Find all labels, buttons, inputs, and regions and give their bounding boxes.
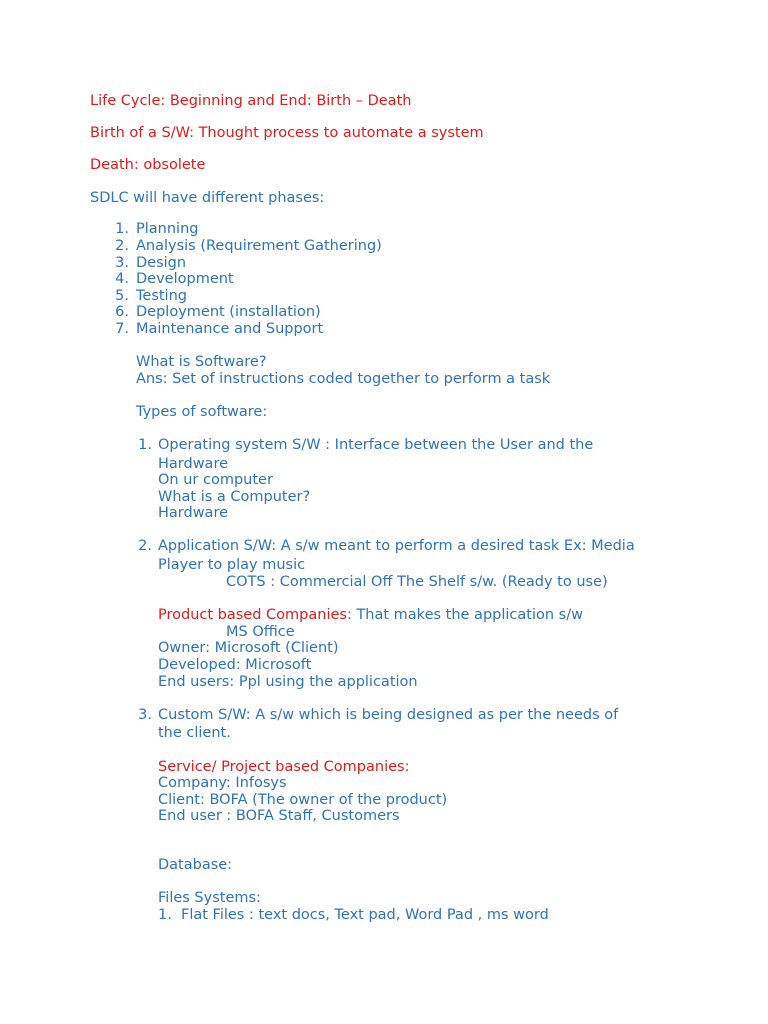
product-detail: End users: Ppl using the application [158, 674, 418, 690]
service-detail: Client: BOFA (The owner of the product) [158, 792, 448, 808]
phase-number: 2. [115, 238, 129, 254]
phase-label: Development [136, 271, 234, 287]
types-heading: Types of software: [136, 404, 268, 420]
type-line: Hardware [158, 505, 229, 521]
service-detail: End user : BOFA Staff, Customers [158, 808, 400, 824]
product-companies-line [158, 606, 583, 624]
birth-line: Birth of a S/W: Thought process to automate a system [90, 125, 484, 141]
product-detail: Developed: Microsoft [158, 657, 312, 673]
product-companies-label: Product based Companies [158, 607, 347, 623]
type-line: Custom S/W: A s/w which is being designed as per the needs of [158, 707, 619, 723]
type-line: Hardware [158, 456, 229, 472]
files-item-label: Flat Files : text docs, Text pad, Word Pad , ms word [181, 907, 549, 923]
service-companies-label: Service/ Project based Companies: [158, 759, 410, 775]
type-line: Player to play music [158, 557, 306, 573]
product-detail: Owner: Microsoft (Client) [158, 640, 339, 656]
files-item-number: 1. [158, 907, 172, 923]
type-number: 2. [138, 538, 152, 554]
phase-label: Testing [136, 288, 187, 304]
service-detail: Company: Infosys [158, 775, 287, 791]
type-line: Operating system S/W : Interface between the User and the [158, 437, 594, 453]
type-number: 3. [138, 707, 152, 723]
phase-label: Planning [136, 221, 199, 237]
software-answer: Ans: Set of instructions coded together to perform a task [136, 371, 551, 387]
software-question: What is Software? [136, 354, 267, 370]
phase-label: Maintenance and Support [136, 321, 324, 337]
phase-number: 7. [115, 321, 129, 337]
type-line: What is a Computer? [158, 489, 311, 505]
sdlc-intro: SDLC will have different phases: [90, 190, 325, 206]
type-line: On ur computer [158, 472, 273, 488]
type-number: 1. [138, 437, 152, 453]
type-line: Application S/W: A s/w meant to perform a desired task Ex: Media [158, 538, 635, 554]
phase-number: 3. [115, 255, 129, 271]
files-systems-heading: Files Systems: [158, 890, 261, 906]
product-example: MS Office [226, 624, 295, 640]
death-line: Death: obsolete [90, 157, 206, 173]
phase-label: Deployment (installation) [136, 304, 321, 320]
phase-label: Analysis (Requirement Gathering) [136, 238, 382, 254]
product-companies-text: : That makes the application s/w [346, 607, 583, 623]
phase-number: 1. [115, 221, 129, 237]
life-cycle-line: Life Cycle: Beginning and End: Birth – Death [90, 93, 412, 109]
cots-line: COTS : Commercial Off The Shelf s/w. (Ready to use) [226, 574, 608, 590]
phase-label: Design [136, 255, 187, 271]
type-line: the client. [158, 725, 231, 741]
phase-number: 5. [115, 288, 129, 304]
database-heading: Database: [158, 857, 233, 873]
phase-number: 6. [115, 304, 129, 320]
phase-number: 4. [115, 271, 129, 287]
